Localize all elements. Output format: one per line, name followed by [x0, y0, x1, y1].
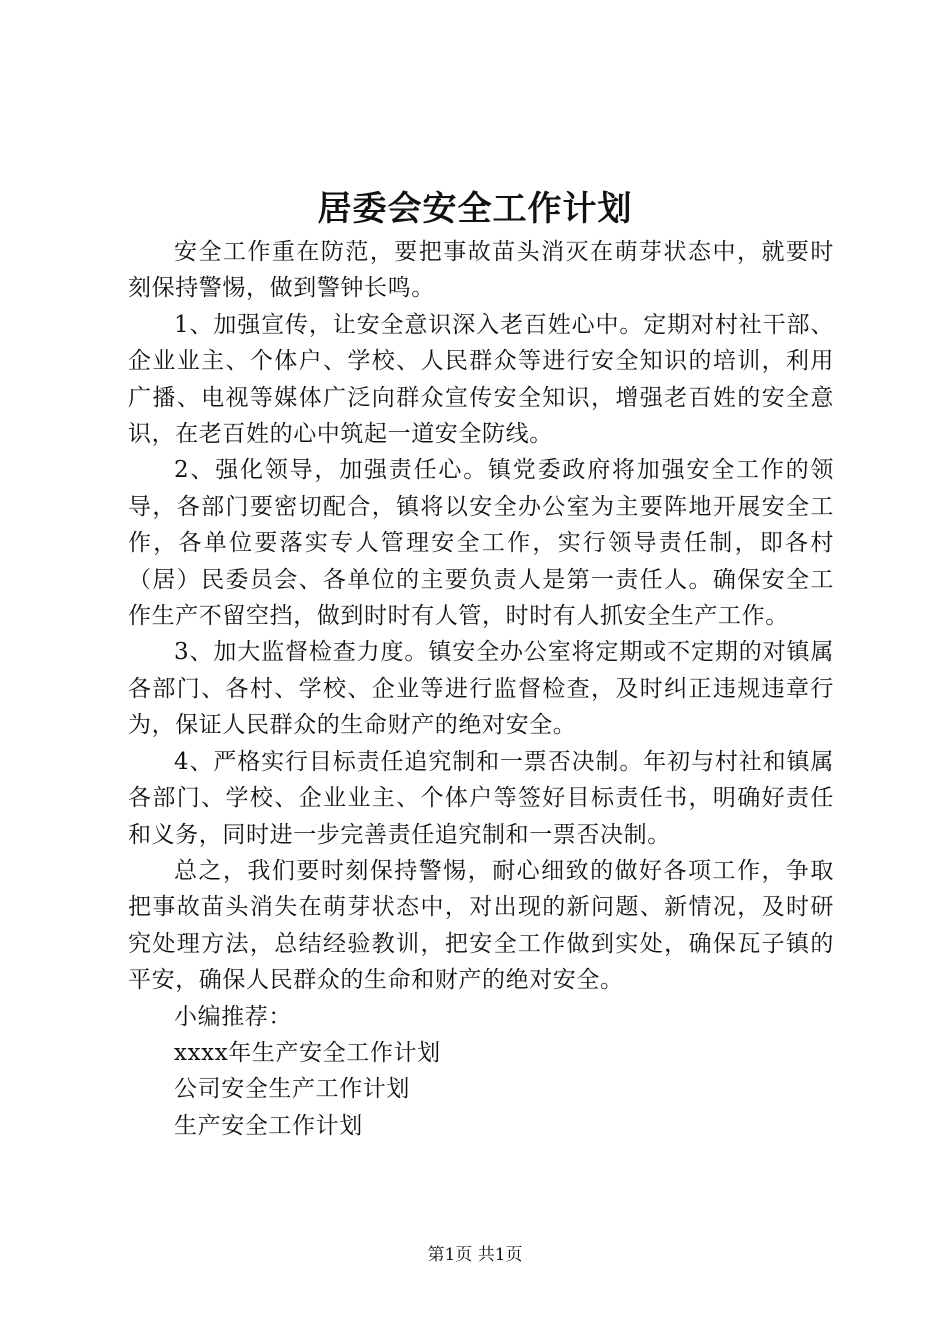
recommend-link[interactable]: 公司安全生产工作计划 [174, 1076, 410, 1103]
paragraph-intro: 安全工作重在防范，要把事故苗头消灭在萌芽状态中，就要时刻保持警惕，做到警钟长鸣。 [128, 239, 834, 302]
paragraph-item-4: 4、严格实行目标责任追究制和一票否决制。年初与村社和镇属各部门、学校、企业业主、个体户等签好目标责任书，明确好责任和义务，同时进一步完善责任追究制和一票否决制。 [128, 748, 834, 848]
paragraph-item-2: 2、强化领导，加强责任心。镇党委政府将加强安全工作的领导，各部门要密切配合，镇将以安全办公室为主要阵地开展安全工作，各单位要落实专人管理安全工作，实行领导责任制，即各村（居）民委员会、各单位的主要负责人是第一责任人。确保安全工作生产不留空挡，做到时时有人管，时时有人抓安全生产工作。 [128, 457, 834, 630]
document-title: 居委会安全工作计划 [317, 189, 633, 229]
recommend-link[interactable]: 生产安全工作计划 [174, 1112, 363, 1139]
document-body [128, 234, 834, 1144]
recommend-link[interactable]: xxxx年生产安全工作计划 [174, 1039, 441, 1066]
paragraph-item-3: 3、加大监督检查力度。镇安全办公室将定期或不定期的对镇属各部门、各村、学校、企业等进行监督检查，及时纠正违规违章行为，保证人民群众的生命财产的绝对安全。 [128, 639, 834, 739]
recommend-label: 小编推荐： [174, 1003, 292, 1030]
paragraph-item-1: 1、加强宣传，让安全意识深入老百姓心中。定期对村社干部、企业业主、个体户、学校、人民群众等进行安全知识的培训，利用广播、电视等媒体广泛向群众宣传安全知识，增强老百姓的安全意识，在老百姓的心中筑起一道安全防线。 [128, 311, 834, 448]
paragraph-summary: 总之，我们要时刻保持警惕，耐心细致的做好各项工作，争取把事故苗头消失在萌芽状态中，对出现的新问题、新情况，及时研究处理方法，总结经验教训，把安全工作做到实处，确保瓦子镇的平安，确保人民群众的生命和财产的绝对安全。 [128, 857, 834, 994]
page-footer: 第1页 共1页 [427, 1245, 523, 1265]
